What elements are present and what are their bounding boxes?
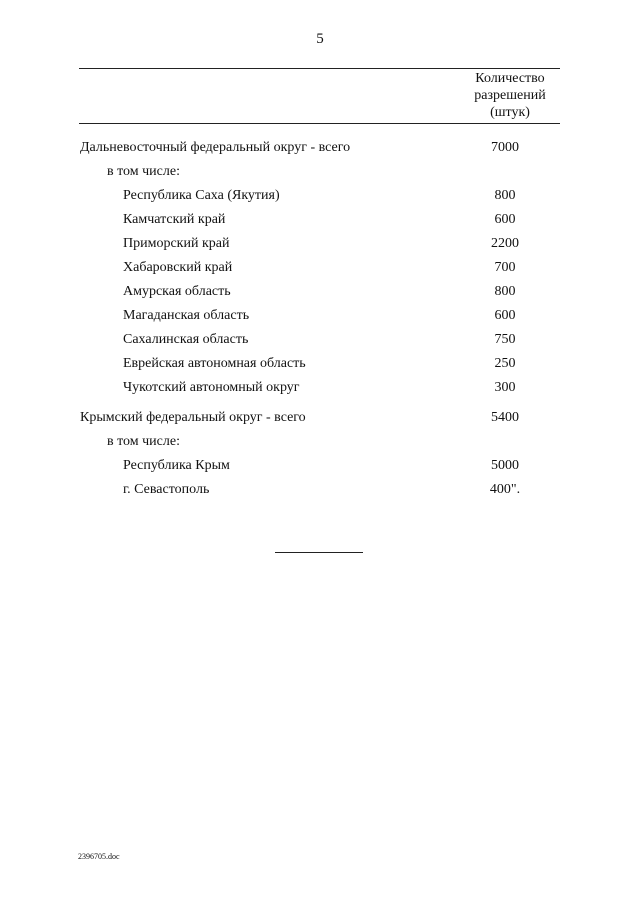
row-label: Дальневосточный федеральный округ - всего	[80, 140, 351, 155]
table-row	[0, 234, 640, 254]
row-value: 400".	[489, 482, 521, 497]
table-row	[0, 282, 640, 302]
quantity-column-header	[460, 70, 560, 121]
row-label: Республика Крым	[123, 458, 230, 473]
row-label: Еврейская автономная область	[123, 356, 306, 371]
row-value: 600	[494, 308, 516, 323]
row-value: 7000	[491, 140, 519, 155]
table-row	[0, 186, 640, 206]
row-value: 250	[494, 356, 516, 371]
row-value: 2200	[491, 236, 519, 251]
row-value: 600	[494, 212, 516, 227]
row-label: Амурская область	[123, 284, 231, 299]
row-label: Крымский федеральный округ - всего	[80, 410, 306, 425]
table-row	[0, 354, 640, 374]
row-label: Приморский край	[123, 236, 230, 251]
file-name: 2396705.doc	[78, 852, 120, 861]
row-label: в том числе:	[107, 434, 180, 449]
row-value: 5000	[491, 458, 519, 473]
row-value: 800	[494, 188, 516, 203]
row-label: Республика Саха (Якутия)	[123, 188, 280, 203]
end-separator-rule	[275, 552, 363, 553]
row-value: 300	[494, 380, 516, 395]
table-row-far-east-total	[0, 138, 640, 158]
table-header-rule	[79, 123, 560, 124]
row-value: 700	[494, 260, 516, 275]
row-label: Сахалинская область	[123, 332, 249, 347]
table-row	[0, 378, 640, 398]
row-label: Чукотский автономный округ	[123, 380, 300, 395]
row-value: 800	[494, 284, 516, 299]
row-label: г. Севастополь	[123, 482, 210, 497]
table-row	[0, 258, 640, 278]
row-value: 750	[494, 332, 516, 347]
quantity-header-line-1: Количество	[475, 71, 545, 86]
table-row	[0, 456, 640, 476]
row-value: 5400	[491, 410, 519, 425]
row-label: Хабаровский край	[123, 260, 233, 275]
quantity-header-line-3: (штук)	[490, 105, 530, 120]
quantity-header-line-2: разрешений	[474, 88, 546, 103]
table-row	[0, 306, 640, 326]
page-number: 5	[316, 31, 324, 47]
table-row-including	[0, 432, 640, 452]
table-row	[0, 210, 640, 230]
row-label: Магаданская область	[123, 308, 250, 323]
row-label: Камчатский край	[123, 212, 226, 227]
table-row-including	[0, 162, 640, 182]
row-label: в том числе:	[107, 164, 180, 179]
table-row	[0, 480, 640, 500]
table-top-rule	[79, 68, 560, 69]
table-row-crimea-total	[0, 408, 640, 428]
table-row	[0, 330, 640, 350]
